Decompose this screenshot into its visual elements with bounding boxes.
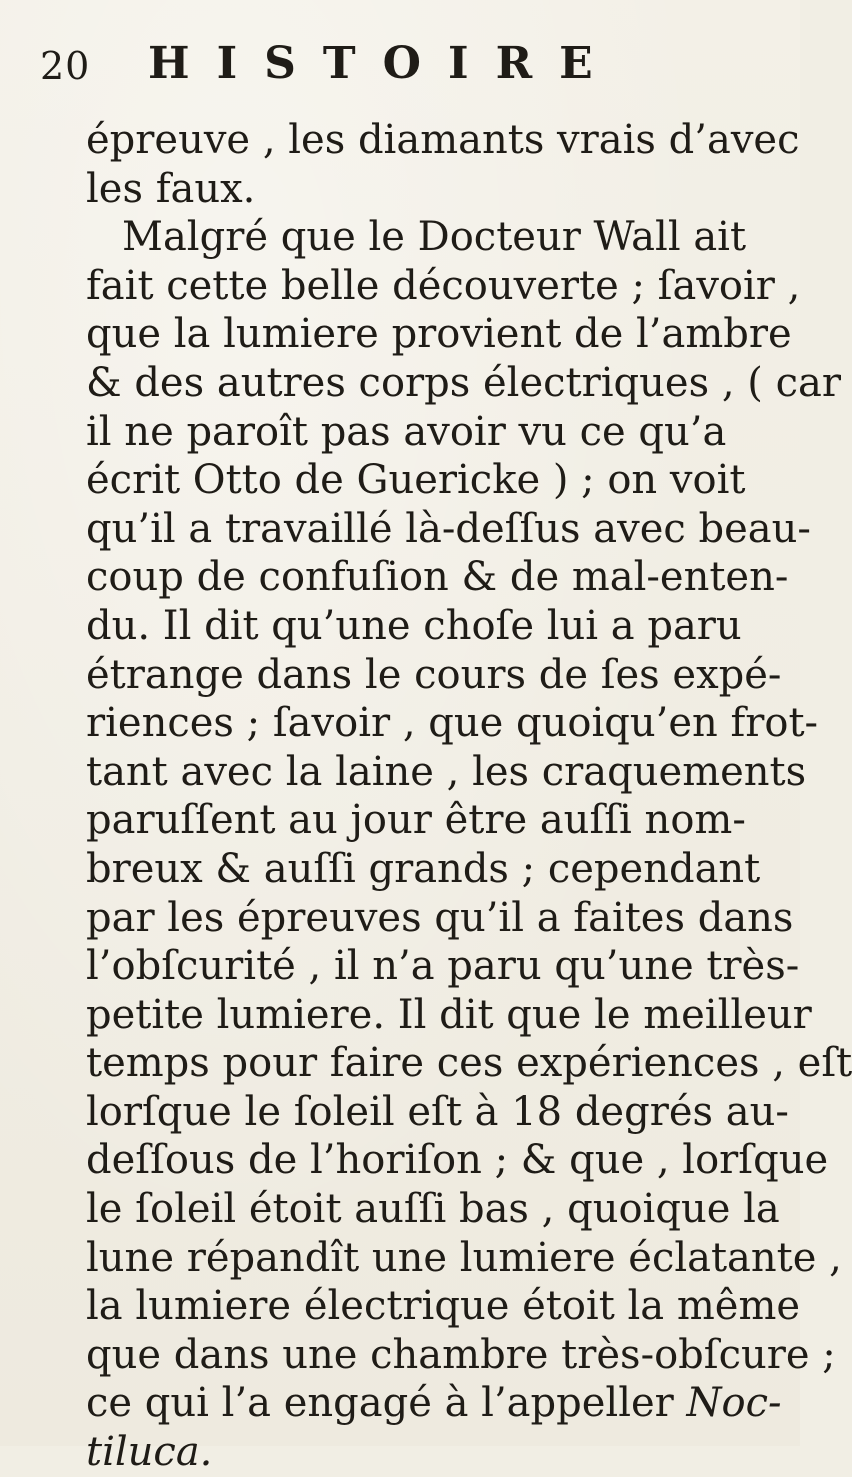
text-line-25: la lumiere électrique étoit la même <box>86 1283 801 1330</box>
text-line-15: paruſſent au jour être auſſi nom- <box>86 797 746 844</box>
text-line-3: Malgré que le Docteur Wall ait <box>122 214 747 261</box>
text-line-19: petite lumiere. Il dit que le meilleur <box>86 991 812 1038</box>
text-line-14: tant avec la laine , les craquements <box>86 748 807 795</box>
text-line-10: coup de confuſion & de mal-enten- <box>86 554 789 601</box>
text-line-24: lune répandît une lumiere éclatante , <box>86 1234 842 1281</box>
text-line-12: étrange dans le cours de ſes expé- <box>86 651 782 698</box>
text-line-23: le ſoleil étoit auſſi bas , quoique la <box>86 1186 780 1233</box>
text-line-27 <box>86 1379 782 1428</box>
running-head <box>40 38 620 98</box>
body-text <box>86 116 852 1477</box>
text-line-11: du. Il dit qu’une choſe lui a paru <box>86 602 742 649</box>
text-line-21: lorſque le ſoleil eſt à 18 degrés au- <box>86 1088 789 1135</box>
text-line-4: fait cette belle découverte ; ſavoir , <box>86 262 801 309</box>
text-line-27-roman: ce qui l’a engagé à l’appeller <box>86 1380 674 1427</box>
text-line-18: l’obſcurité , il n’a paru qu’une très- <box>86 943 800 990</box>
text-line-16: breux & auſſi grands ; cependant <box>86 845 761 892</box>
text-line-8: écrit Otto de Guericke ) ; on voit <box>86 457 746 504</box>
text-line-26: que dans une chambre très-obſcure ; <box>86 1331 836 1378</box>
running-title: HISTOIRE <box>148 38 620 89</box>
text-line-6: & des autres corps électriques , ( car <box>86 359 841 406</box>
italic-term-noc: Noc- <box>686 1380 782 1427</box>
text-line-22: deſſous de l’horiſon ; & que , lorſque <box>86 1137 829 1184</box>
text-line-9: qu’il a travaillé là-deſſus avec beau- <box>86 505 811 552</box>
text-line-13: riences ; ſavoir , que quoiqu’en frot- <box>86 700 819 747</box>
italic-term-tiluca: tiluca. <box>86 1429 213 1476</box>
text-line-1: épreuve , les diamants vrais d’avec <box>86 117 800 163</box>
page-number: 20 <box>40 44 91 88</box>
text-line-20: temps pour faire ces expériences , eſt <box>86 1040 852 1087</box>
text-line-17: par les épreuves qu’il a faites dans <box>86 894 794 941</box>
text-line-5: que la lumiere provient de l’ambre <box>86 311 792 358</box>
text-line-2: les faux. <box>86 165 256 212</box>
text-line-7: il ne paroît pas avoir vu ce qu’a <box>86 408 727 455</box>
